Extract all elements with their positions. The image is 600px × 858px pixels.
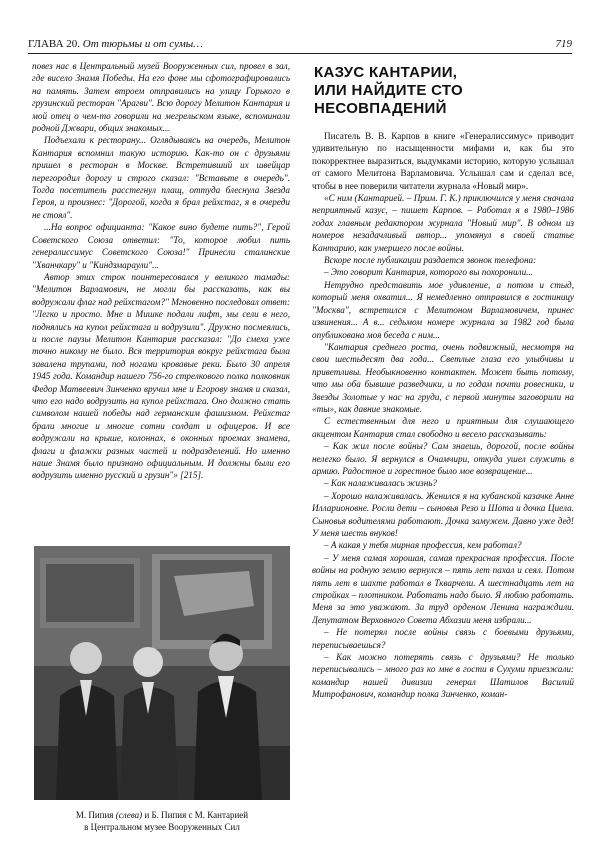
caption-rest: и Б. Пипия с М. Кантарией bbox=[142, 810, 249, 820]
right-paragraph: – Как налаживалась жизнь? bbox=[324, 478, 438, 489]
right-column bbox=[312, 60, 574, 858]
intro-paragraph: Писатель В. В. Карпов в книге «Генералиссимус» приводит удивительную по насыщенности мифами и, как бы это покорректнее выразиться, выдумками историю, которую услышал от самого Мелитона Варламовича. Услышал сам и сделал все, чтобы в нее поверили читатели журнала «Новый мир». bbox=[312, 131, 574, 191]
left-paragraph: Автор этих строк поинтересовался у великого тамады: "Мелитон Варламович, не могли бы рассказать, как вы водружали флаг над рейхстагом?" Мгновенно последовал ответ: "Легко и просто. Мне и Мишке подали лифт, мы сели в него, поднялись на купол рейхстага и водрузили". Дружно посмеялись, и после паузы Мелитон Кантария рассказал: "До смеха уже точно никому не было. Вся территория вокруг рейхстага была завалена трупами, под ногами кровавые реки. Было 30 апреля 1945 года. Командир нашего 756-го стрелкового полка полковник Федор Матвеевич Зинченко вручил мне и Егорову знамя и сказал, что его надо водрузить на купол рейхстага. Оно должно стать символом нашей победы над германским фашизмом. Рейхстаг брали многие и многие сотни солдат и офицеров. И все водружали на крыше, колоннах, в оконных проемах знамена, флаги и флажки разных частей и подразделений. Но именно наше Знамя было признано официальным. И должны были его водрузить именно русский и грузин"» [215]. bbox=[32, 271, 290, 481]
museum-photo-image bbox=[34, 546, 290, 800]
page-number: 719 bbox=[555, 38, 572, 50]
right-paragraph: Вскоре после публикации раздается звонок телефона: bbox=[324, 255, 537, 266]
caption-line2: в Центральном музее Вооруженных Сил bbox=[84, 822, 240, 832]
right-paragraph: – Как можно потерять связь с друзьями? Не только переписывались – много раз ко мне в гости в Сухуми приезжали: командир нашей дивизии генерал Шатилов Василий Митрофанович, командир полка Зинченко, коман- bbox=[312, 652, 574, 700]
article-title-line: НЕСОВПАДЕНИЙ bbox=[314, 100, 447, 117]
left-paragraph: Подъехали к ресторану... Оглядываясь на очередь, Мелитон Кантария вспомнил такую историю. Как-то он с друзьями пришел в ресторан в Москве. Встретивший их швейцар перегородил дорогу и строго сказал: "Вставьте в очередь". Тогда посетитель расстегнул плащ, оттуда блеснула Звезда Героя, и произнес: "Дорогой, когда я брал рейхстаг, я в очереди не стоял". bbox=[32, 135, 290, 220]
caption-left-note: (слева) bbox=[115, 810, 143, 820]
right-paragraph: С естественным для него и приятным для слушающего акцентом Кантария стал свободно и весело рассказывать: bbox=[312, 416, 574, 439]
article-title-line: КАЗУС КАНТАРИИ, bbox=[314, 64, 458, 81]
chapter-label: ГЛАВА 20. bbox=[28, 38, 81, 50]
right-paragraph: – Не потерял после войны связь с боевыми друзьями, переписываешься? bbox=[312, 627, 574, 650]
chapter-title: От тюрьмы и от сумы… bbox=[82, 38, 203, 50]
right-paragraph: «С ним (Кантарией. – Прим. Г. К.) приключился у меня сначала неприятный казус, – пишет Карпов. – Работал я в 1980–1986 годах главным редактором журнала "Новый мир". В одном из номеров незадачливый автор... упомянул в своей статье Кантарию, как умершего после войны. bbox=[312, 193, 574, 253]
right-paragraph: "Кантария среднего роста, очень подвижный, несмотря на свои шестьдесят два года... Светлые глаза его улыбчивы и приветливы. Необыкновенно контактен. Может быть потому, что мы оба бывшие разведчики, и по годам почти ровесники, и Звезды Золотые у нас на груди, с первой минуты заговорили на «ты», как давние знакомые. bbox=[312, 341, 574, 414]
right-paragraph: – Как жил после войны? Сам знаешь, дорогой, после войны нелегко было. Я вернулся в Очамчири, откуда ушел служить в армию. Радостное и горестное было мое возвращение... bbox=[312, 441, 574, 476]
right-paragraph: – У меня самая хорошая, самая прекрасная профессия. После войны на родную землю вернулся – пять лет пахал и сеял. Потом пять лет в шахте работал в Ткварчели. А шестнадцать лет на стройках – плотником. Работать надо было. Я люблю работать. Меня за это уважают. За труд орденом Ленина награждили. Депутатом Верховного Совета Абхазии меня избрали... bbox=[312, 552, 574, 625]
article-title-line: ИЛИ НАЙДИТЕ СТО bbox=[314, 82, 463, 99]
article-title bbox=[314, 64, 574, 118]
right-column-text bbox=[312, 130, 574, 858]
photo-caption bbox=[34, 809, 290, 833]
caption-names: М. Пипия bbox=[75, 810, 114, 820]
running-header bbox=[28, 36, 572, 52]
left-column-text bbox=[32, 60, 290, 538]
right-paragraph: Нетрудно представить мое удивление, а потом и стыд, который меня охватил... Я немедленно отправился в гостиницу "Москва", встретился с Мелитоном Варламовичем, принес извинения... А в... седьмом номере журнала за 1982 год была опубликована моя беседа с ним... bbox=[312, 279, 574, 340]
chapter-header bbox=[28, 36, 203, 52]
right-paragraph: – А какая у тебя мирная профессия, кем работал? bbox=[324, 540, 522, 551]
right-paragraph: – Это говорит Кантария, которого вы похоронили... bbox=[324, 267, 534, 278]
museum-photo bbox=[34, 546, 290, 800]
left-paragraph: ...На вопрос официанта: "Какое вино будете пить?", Герой Советского Союза ответил: "То, которое любил пить генералиссимус Советского Союза!" Принесли сталинские "Хванчкару" и "Киндзмараули"... bbox=[32, 222, 290, 270]
right-paragraph: – Хорошо налаживалась. Женился я на кубанской казачке Анне Илларионовне. Росли дети – сыновья Резо и Шота и дочка Циела. Сыновья водителями работают. Дочка замужем. Давно уже дед! У меня шесть внуков! bbox=[312, 490, 574, 538]
header-rule bbox=[28, 53, 572, 54]
left-paragraph: повез нас в Центральный музей Вооруженных сил, провел в зал, где висело Знамя Победы. На его фоне мы сфотографировались на память. Затем втроем отправились на улицу Горького в грузинский ресторан "Арагви". Всю дорогу Мелитон Кантария и мой отец о чем-то говорили на мегрельском языке, вспоминали родной Джвари, общих знакомых... bbox=[32, 61, 290, 134]
left-column bbox=[32, 60, 290, 538]
